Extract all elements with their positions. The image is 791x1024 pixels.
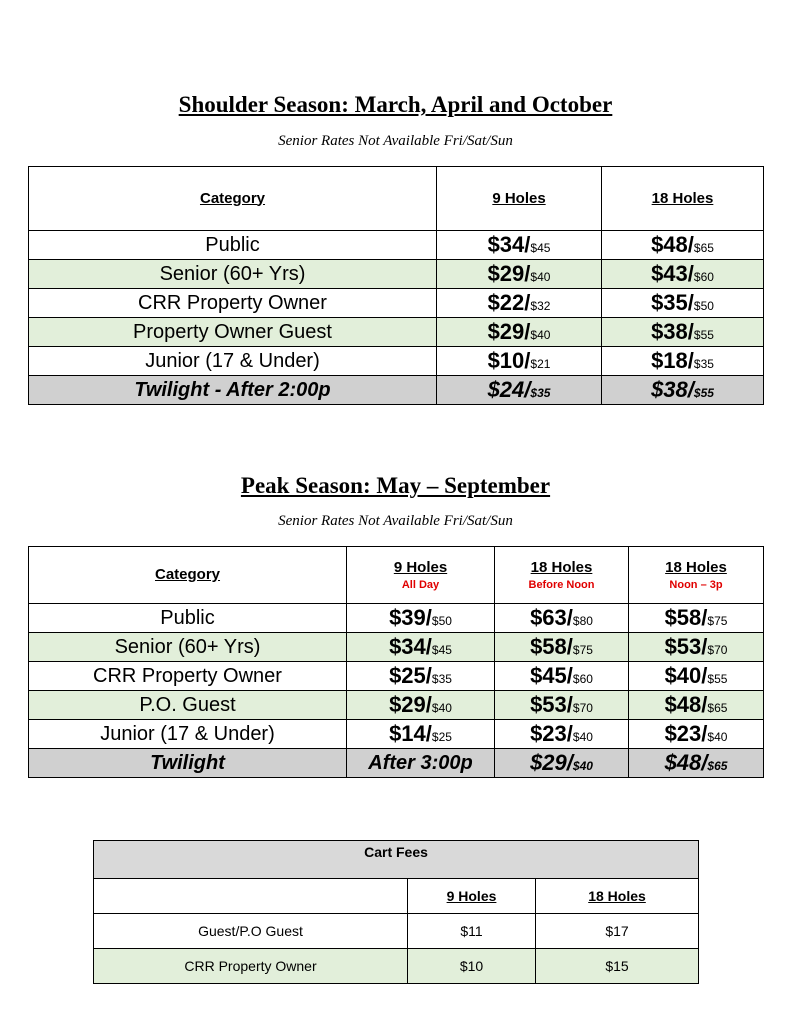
price-cell: $38/$55 (602, 376, 764, 405)
price-cell: $23/$40 (629, 720, 764, 749)
price-cell: $53/$70 (495, 691, 629, 720)
table-row (29, 318, 764, 347)
category-cell: Property Owner Guest (29, 318, 437, 347)
price-cell: $18/$35 (602, 347, 764, 376)
fee-cell: $11 (408, 914, 536, 949)
category-header: Category (29, 167, 437, 231)
price-cell: $48/$65 (629, 749, 764, 778)
price-cell: $39/$50 (347, 604, 495, 633)
table-row (94, 949, 699, 984)
fee-cell: $15 (536, 949, 699, 984)
category-cell: Guest/P.O Guest (94, 914, 408, 949)
eighteen-holes-before-noon-header: 18 Holes Before Noon (495, 547, 629, 604)
category-cell: Twilight - After 2:00p (29, 376, 437, 405)
nine-holes-header: 9 Holes (408, 879, 536, 914)
cart-fees-table (93, 840, 699, 984)
fee-cell: $10 (408, 949, 536, 984)
category-cell: Junior (17 & Under) (29, 720, 347, 749)
table-row (29, 604, 764, 633)
price-cell: $10/$21 (437, 347, 602, 376)
shoulder-rates-table (28, 166, 764, 405)
price-cell: $58/$75 (495, 633, 629, 662)
table-row (29, 260, 764, 289)
price-cell: $29/$40 (347, 691, 495, 720)
eighteen-holes-header: 18 Holes (602, 167, 764, 231)
price-cell: $14/$25 (347, 720, 495, 749)
category-cell: Twilight (29, 749, 347, 778)
price-cell: $45/$60 (495, 662, 629, 691)
category-cell: Senior (60+ Yrs) (29, 633, 347, 662)
fee-cell: $17 (536, 914, 699, 949)
price-cell: $53/$70 (629, 633, 764, 662)
category-cell: Public (29, 604, 347, 633)
category-cell: Junior (17 & Under) (29, 347, 437, 376)
price-cell: $48/$65 (602, 231, 764, 260)
price-cell: $58/$75 (629, 604, 764, 633)
category-cell: Senior (60+ Yrs) (29, 260, 437, 289)
twilight-time-cell: After 3:00p (347, 749, 495, 778)
table-row (29, 231, 764, 260)
price-cell: $38/$55 (602, 318, 764, 347)
price-cell: $24/$35 (437, 376, 602, 405)
before-noon-label: Before Noon (528, 579, 595, 591)
price-cell: $22/$32 (437, 289, 602, 318)
table-row (29, 662, 764, 691)
peak-rates-table (28, 546, 764, 778)
cart-fees-title-row (94, 841, 699, 879)
price-cell: $48/$65 (629, 691, 764, 720)
price-cell: $29/$40 (495, 749, 629, 778)
table-row (29, 691, 764, 720)
price-cell: $29/$40 (437, 260, 602, 289)
cart-fees-title: Cart Fees (94, 841, 699, 879)
nine-holes-header: 9 Holes (437, 167, 602, 231)
price-cell: $63/$80 (495, 604, 629, 633)
price-cell: $34/$45 (437, 231, 602, 260)
category-cell: P.O. Guest (29, 691, 347, 720)
peak-season-title: Peak Season: May – September (240, 473, 551, 498)
category-header: Category (29, 547, 347, 604)
nine-holes-header: 9 Holes All Day (347, 547, 495, 604)
table-header-row (29, 167, 764, 231)
twilight-row (29, 376, 764, 405)
eighteen-holes-header: 18 Holes (536, 879, 699, 914)
twilight-row (29, 749, 764, 778)
all-day-label: All Day (401, 579, 440, 591)
price-cell: $23/$40 (495, 720, 629, 749)
empty-header-cell (94, 879, 408, 914)
peak-season-note: Senior Rates Not Available Fri/Sat/Sun (278, 513, 513, 529)
table-row (94, 914, 699, 949)
category-cell: CRR Property Owner (29, 289, 437, 318)
price-cell: $35/$50 (602, 289, 764, 318)
shoulder-season-note: Senior Rates Not Available Fri/Sat/Sun (278, 133, 513, 149)
price-cell: $40/$55 (629, 662, 764, 691)
table-header-row (94, 879, 699, 914)
category-cell: CRR Property Owner (94, 949, 408, 984)
price-cell: $29/$40 (437, 318, 602, 347)
table-row (29, 289, 764, 318)
table-row (29, 347, 764, 376)
table-header-row (29, 547, 764, 604)
price-cell: $25/$35 (347, 662, 495, 691)
eighteen-holes-noon-3p-header: 18 Holes Noon – 3p (629, 547, 764, 604)
price-cell: $43/$60 (602, 260, 764, 289)
noon-3p-label: Noon – 3p (669, 579, 723, 591)
price-cell: $34/$45 (347, 633, 495, 662)
table-row (29, 633, 764, 662)
category-cell: CRR Property Owner (29, 662, 347, 691)
shoulder-season-title: Shoulder Season: March, April and October (178, 92, 613, 117)
category-cell: Public (29, 231, 437, 260)
table-row (29, 720, 764, 749)
